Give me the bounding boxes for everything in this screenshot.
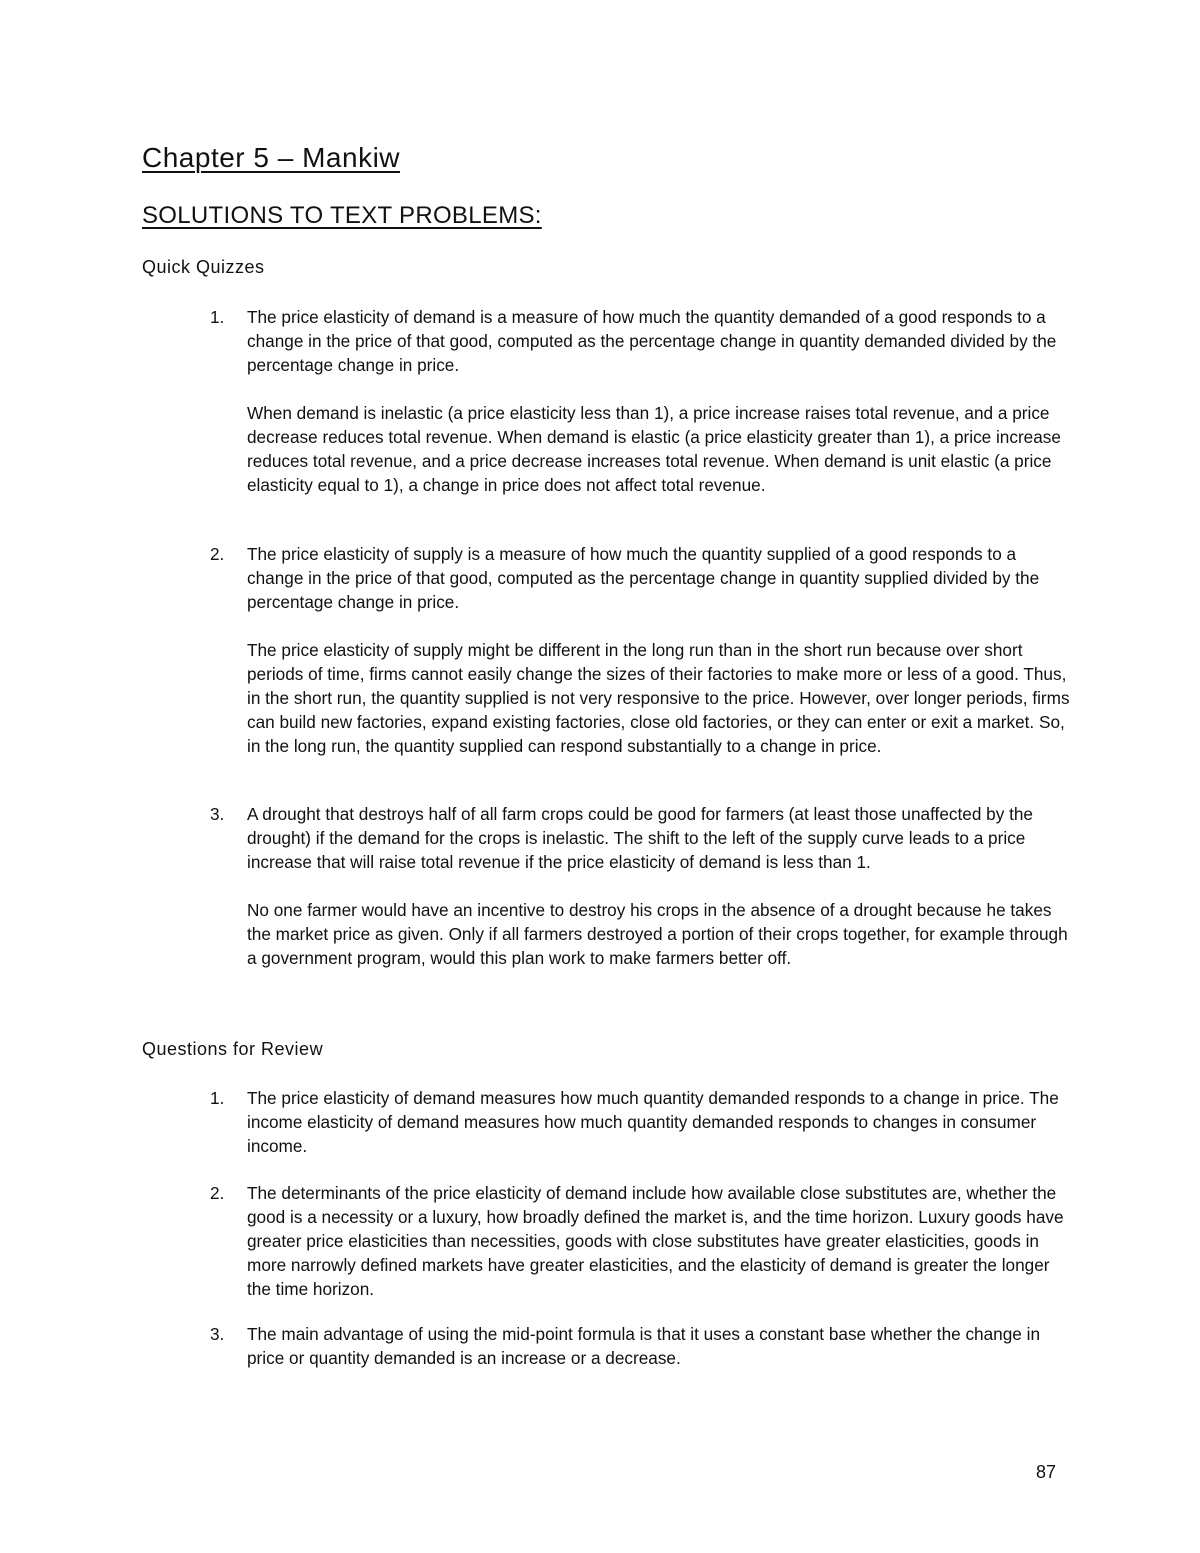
quick-quizzes-list-cont-3 bbox=[142, 802, 1072, 970]
quick-quizzes-heading: Quick Quizzes bbox=[142, 257, 265, 277]
review-item-1 bbox=[142, 1086, 1072, 1158]
chapter-title: Chapter 5 – Mankiw bbox=[142, 142, 401, 173]
review-list-3 bbox=[142, 1322, 1072, 1370]
section-title: SOLUTIONS TO TEXT PROBLEMS: bbox=[142, 202, 542, 229]
review-list-2 bbox=[142, 1181, 1072, 1301]
quiz-item-3 bbox=[142, 802, 1072, 970]
review-item-number: 1. bbox=[210, 1088, 225, 1108]
review-list-1 bbox=[142, 1086, 1072, 1158]
review-item-1-paragraph: The price elasticity of demand measures how much quantity demanded responds to a change in price. The income elasticity of demand measures how much quantity demanded responds to changes in consumer income. bbox=[247, 1088, 1059, 1156]
quiz-item-2-paragraph-1: The price elasticity of supply is a measure of how much the quantity supplied of a good responds to a change in the price of that good, computed as the percentage change in quantity supplied divided by the percentage change in price. bbox=[247, 544, 1040, 612]
quiz-item-2 bbox=[142, 542, 1072, 758]
quiz-item-1-paragraph-2: When demand is inelastic (a price elasticity less than 1), a price increase raises total revenue, and a price decrease reduces total revenue. When demand is elastic (a price elasticity greater than 1), a price increase reduces total revenue, and a price decrease increases total revenue. When demand is unit elastic (a price elasticity equal to 1), a change in price does not affect total revenue. bbox=[247, 403, 1061, 495]
page-number: 87 bbox=[1036, 1462, 1057, 1482]
quiz-item-3-paragraph-2: No one farmer would have an incentive to destroy his crops in the absence of a drought because he takes the market price as given. Only if all farmers destroyed a portion of their crops together, for example through a government program, would this plan work to make farmers better off. bbox=[247, 900, 1068, 968]
quiz-item-number: 2. bbox=[210, 544, 225, 564]
review-item-2-paragraph: The determinants of the price elasticity of demand include how available close substitutes are, whether the good is a necessity or a luxury, how broadly defined the market is, and the time horizon. Luxury goods have greater price elasticities than necessities, goods with close substitutes have greater elasticities, goods in more narrowly defined markets have greater elasticities, and the elasticity of demand is greater the longer the time horizon. bbox=[247, 1183, 1064, 1299]
quiz-item-2-paragraph-2: The price elasticity of supply might be different in the long run than in the short run because over short periods of time, firms cannot easily change the sizes of their factories to make more or less of a good. Thus, in the short run, the quantity supplied is not very responsive to the price. However, over longer periods, firms can build new factories, expand existing factories, close old factories, or they can enter or exit a market. So, in the long run, the quantity supplied can respond substantially to a change in price. bbox=[247, 640, 1070, 756]
review-item-3 bbox=[142, 1322, 1072, 1370]
quick-quizzes-list-cont-2 bbox=[142, 542, 1072, 758]
quiz-item-number: 1. bbox=[210, 307, 225, 327]
review-item-number: 2. bbox=[210, 1183, 225, 1203]
quiz-item-1-paragraph-1: The price elasticity of demand is a measure of how much the quantity demanded of a good responds to a change in the price of that good, computed as the percentage change in quantity demanded divided by the percentage change in price. bbox=[247, 307, 1057, 375]
quiz-item-3-paragraph-1: A drought that destroys half of all farm crops could be good for farmers (at least those unaffected by the drought) if the demand for the crops is inelastic. The shift to the left of the supply curve leads to a price increase that will raise total revenue if the price elasticity of demand is less than 1. bbox=[247, 804, 1033, 872]
review-item-3-paragraph: The main advantage of using the mid-point formula is that it uses a constant base whether the change in price or quantity demanded is an increase or a decrease. bbox=[247, 1324, 1041, 1368]
quiz-item-number: 3. bbox=[210, 804, 225, 824]
questions-for-review-heading: Questions for Review bbox=[142, 1039, 324, 1059]
review-item-number: 3. bbox=[210, 1324, 225, 1344]
review-item-2 bbox=[142, 1181, 1072, 1301]
quick-quizzes-list bbox=[142, 305, 1072, 497]
quiz-item-1 bbox=[142, 305, 1072, 497]
